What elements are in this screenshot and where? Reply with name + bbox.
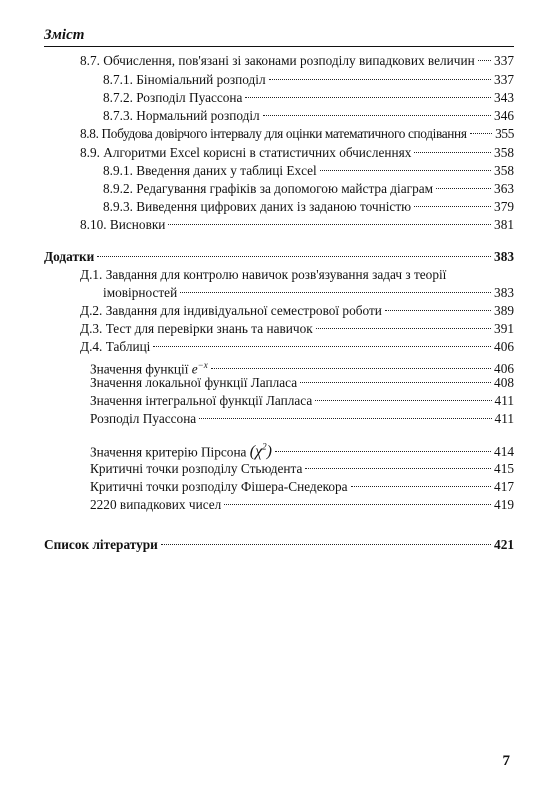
toc-entry-8-9[interactable]: 8.9. Алгоритми Excel корисні в статистичних обчисленнях 358 — [80, 145, 514, 160]
dot-leader — [436, 188, 491, 189]
dot-leader — [300, 382, 491, 383]
dot-leader — [168, 224, 491, 225]
toc-entry-appendices[interactable]: Додатки 383 — [44, 249, 514, 264]
toc-entry-8-9-1[interactable]: 8.9.1. Введення даних у таблиці Excel 358 — [103, 163, 514, 178]
dot-leader — [224, 504, 491, 505]
dot-leader — [161, 544, 491, 545]
dot-leader — [414, 152, 491, 153]
dot-leader — [351, 486, 491, 487]
toc-entry-8-7-3[interactable]: 8.7.3. Нормальний розподіл 346 — [103, 108, 514, 123]
toc-entry-d2[interactable]: Д.2. Завдання для індивідуальної семестрової роботи 389 — [80, 303, 514, 318]
toc-entry-student[interactable]: Критичні точки розподілу Стьюдента 415 — [90, 461, 514, 476]
toc-entry-8-9-3[interactable]: 8.9.3. Виведення цифрових даних із заданою точністю 379 — [103, 199, 514, 214]
dot-leader — [245, 97, 491, 98]
dot-leader — [269, 79, 491, 80]
header-rule — [44, 46, 514, 47]
toc-entry-laplace-integral[interactable]: Значення інтегральної функції Лапласа 411 — [90, 393, 514, 408]
dot-leader — [320, 170, 491, 171]
toc-entry-8-10[interactable]: 8.10. Висновки 381 — [80, 217, 514, 232]
toc-entry-d3[interactable]: Д.3. Тест для перевірки знань та навичок 391 — [80, 321, 514, 336]
toc-entry-d1-line1: Д.1. Завдання для контролю навичок розв'язування задач з теорії — [80, 267, 447, 282]
dot-leader — [414, 206, 491, 207]
dot-leader — [211, 368, 491, 369]
dot-leader — [199, 418, 491, 419]
dot-leader — [275, 451, 491, 452]
dot-leader — [97, 256, 491, 257]
toc-entry-random-numbers[interactable]: 2220 випадкових чисел 419 — [90, 497, 514, 512]
dot-leader — [470, 133, 493, 134]
toc-entry-exp-function[interactable]: Значення функції $e^{-x}$ 406 — [90, 360, 514, 377]
toc-entry-poisson-table[interactable]: Розподіл Пуассона 411 — [90, 411, 514, 426]
dot-leader — [478, 60, 491, 61]
toc-entry-pearson[interactable]: Значення критерію Пірсона $(\chi^2)$ 414 — [90, 442, 514, 461]
dot-leader — [263, 115, 491, 116]
running-header-title: Зміст — [44, 27, 85, 43]
dot-leader — [316, 328, 491, 329]
page-number: 7 — [502, 753, 510, 769]
toc-entry-8-8[interactable]: 8.8. Побудова довірчого інтервалу для оцінки математичного сподівання 355 — [80, 126, 514, 141]
toc-entry-d4[interactable]: Д.4. Таблиці 406 — [80, 339, 514, 354]
toc-entry-8-7-1[interactable]: 8.7.1. Біноміальний розподіл 337 — [103, 72, 514, 87]
toc-entry-laplace-local[interactable]: Значення локальної функції Лапласа 408 — [90, 375, 514, 390]
dot-leader — [315, 400, 491, 401]
toc-entry-8-7[interactable]: 8.7. Обчислення, пов'язані зі законами розподілу випадкових величин 337 — [80, 53, 514, 68]
dot-leader — [305, 468, 491, 469]
toc-entry-d1[interactable]: імовірностей 383 — [103, 285, 514, 300]
dot-leader — [385, 310, 491, 311]
toc-entry-references[interactable]: Список літератури 421 — [44, 537, 514, 552]
chi-square-symbol: $(\chi^2)$ — [249, 442, 272, 461]
dot-leader — [153, 346, 491, 347]
dot-leader — [180, 292, 491, 293]
toc-entry-8-9-2[interactable]: 8.9.2. Редагування графіків за допомогою майстра діаграм 363 — [103, 181, 514, 196]
toc-entry-8-7-2[interactable]: 8.7.2. Розподіл Пуассона 343 — [103, 90, 514, 105]
toc-entry-fisher[interactable]: Критичні точки розподілу Фішера-Снедекора 417 — [90, 479, 514, 494]
